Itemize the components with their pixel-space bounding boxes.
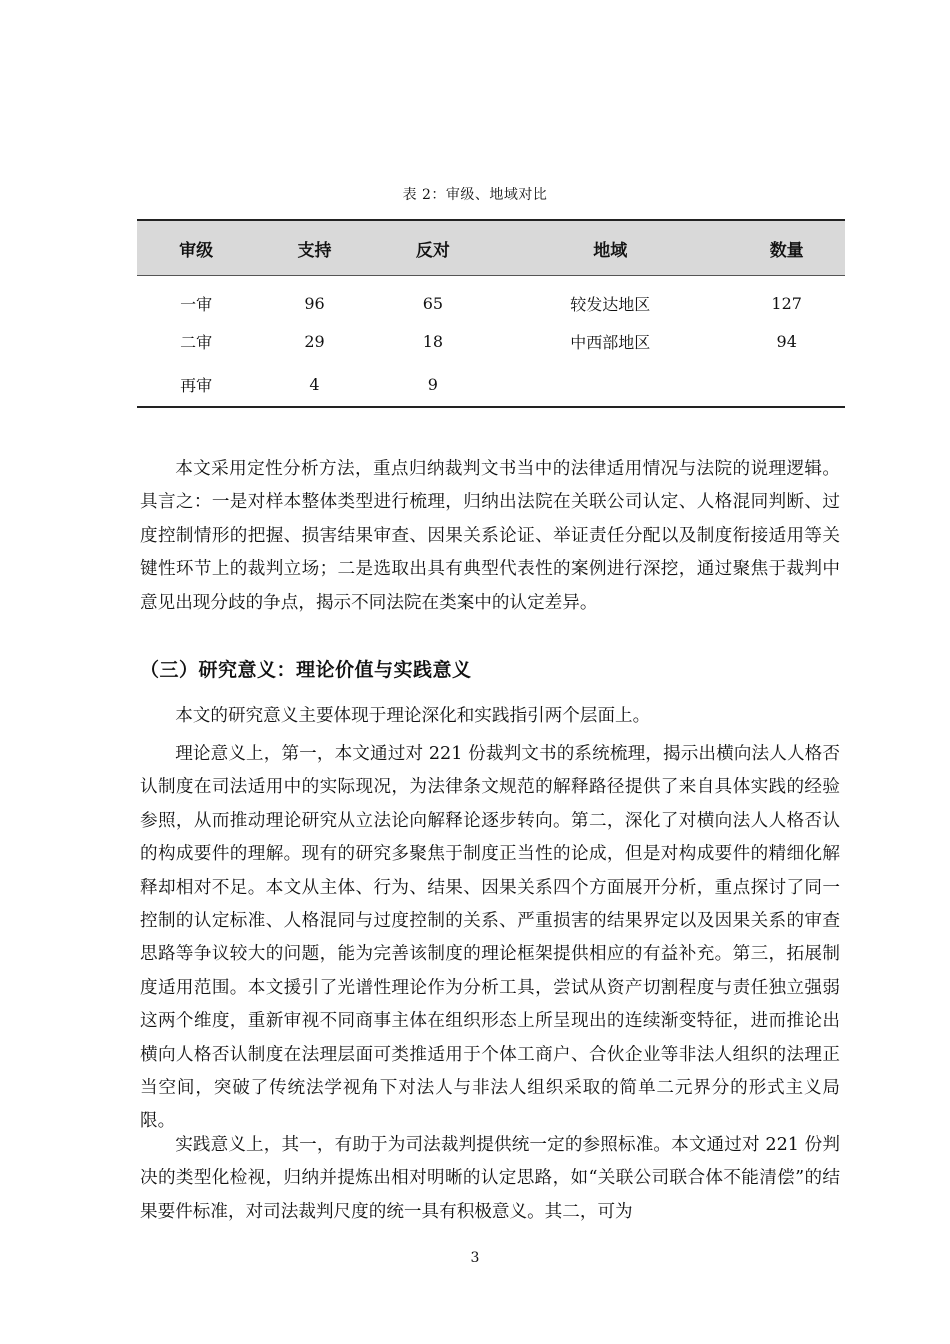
header-cell: 地域: [492, 220, 728, 276]
table-cell: 94: [776, 332, 797, 351]
table-header-row: [137, 220, 845, 276]
header-cell: 数量: [728, 220, 845, 276]
table-row: [137, 320, 845, 363]
table-cell: [492, 363, 728, 407]
table-cell: 二审: [180, 333, 213, 352]
header-cell: 审级: [137, 220, 255, 276]
body-paragraph: 实践意义上，其一，有助于为司法裁判提供统一定的参照标准。本文通过对 221 份判决的类型化检视，归纳并提炼出相对明晰的认定思路，如“关联公司联合体不能清偿”的结果要件标准，对司法裁判尺度的统一具有积极意义。其二，可为: [140, 1135, 840, 1222]
body-paragraph: 本文采用定性分析方法，重点归纳裁判文书当中的法律适用情况与法院的说理逻辑。具言之：一是对样本整体类型进行梳理，归纳出法院在关联公司认定、人格混同判断、过度控制情形的把握、损害结果审查、因果关系论证、举证责任分配以及制度衔接适用等关键性环节上的裁判立场；二是选取出具有典型代表性的案例进行深挖，通过聚焦于裁判中意见出现分歧的争点，揭示不同法院在类案中的认定差异。: [140, 459, 840, 613]
table-cell: 29: [304, 332, 325, 351]
body-paragraph: 本文的研究意义主要体现于理论深化和实践指引两个层面上。: [175, 706, 651, 726]
table-row: [137, 363, 845, 407]
table-cell: 4: [255, 363, 373, 407]
table-cell: 9: [374, 363, 492, 407]
comparison-table: [137, 219, 845, 408]
table-row: [137, 276, 845, 321]
table-cell: 18: [422, 332, 444, 351]
table-cell: 再审: [137, 363, 255, 407]
table-cell: 65: [422, 294, 444, 313]
table-cell: 一审: [180, 295, 213, 314]
table-cell: 96: [304, 294, 325, 313]
table-cell: [728, 363, 845, 407]
table-cell: 127: [771, 294, 802, 313]
table-caption: 表 2：审级、地域对比: [402, 187, 548, 203]
body-paragraph: 理论意义上，第一，本文通过对 221 份裁判文书的系统梳理，揭示出横向法人人格否认制度在司法适用中的实际现况，为法律条文规范的解释路径提供了来自具体实践的经验参照，从而推动理论研究从立法论向解释论逐步转向。第二，深化了对横向法人人格否认的构成要件的理解。现有的研究多聚焦于制度正当性的论成，但是对构成要件的精细化解释却相对不足。本文从主体、行为、结果、因果关系四个方面展开分析，重点探讨了同一控制的认定标准、人格混同与过度控制的关系、严重损害的结果界定以及因果关系的审查思路等争议较大的问题，能为完善该制度的理论框架提供相应的有益补充。第三，拓展制度适用范围。本文援引了光谱性理论作为分析工具，尝试从资产切割程度与责任独立强弱这两个维度，重新审视不同商事主体在组织形态上所呈现出的连续渐变特征，进而推论出横向人格否认制度在法理层面可类推适用于个体工商户、合伙企业等非法人组织的法理正当空间，突破了传统法学视角下对法人与非法人组织采取的简单二元界分的形式主义局限。: [140, 744, 840, 1132]
page-number: 3: [470, 1250, 480, 1266]
table-cell: 中西部地区: [570, 333, 651, 352]
table-cell: 较发达地区: [570, 295, 651, 314]
header-cell: 反对: [374, 220, 492, 276]
header-cell: 支持: [255, 220, 373, 276]
section-heading: （三）研究意义：理论价值与实践意义: [140, 659, 472, 681]
